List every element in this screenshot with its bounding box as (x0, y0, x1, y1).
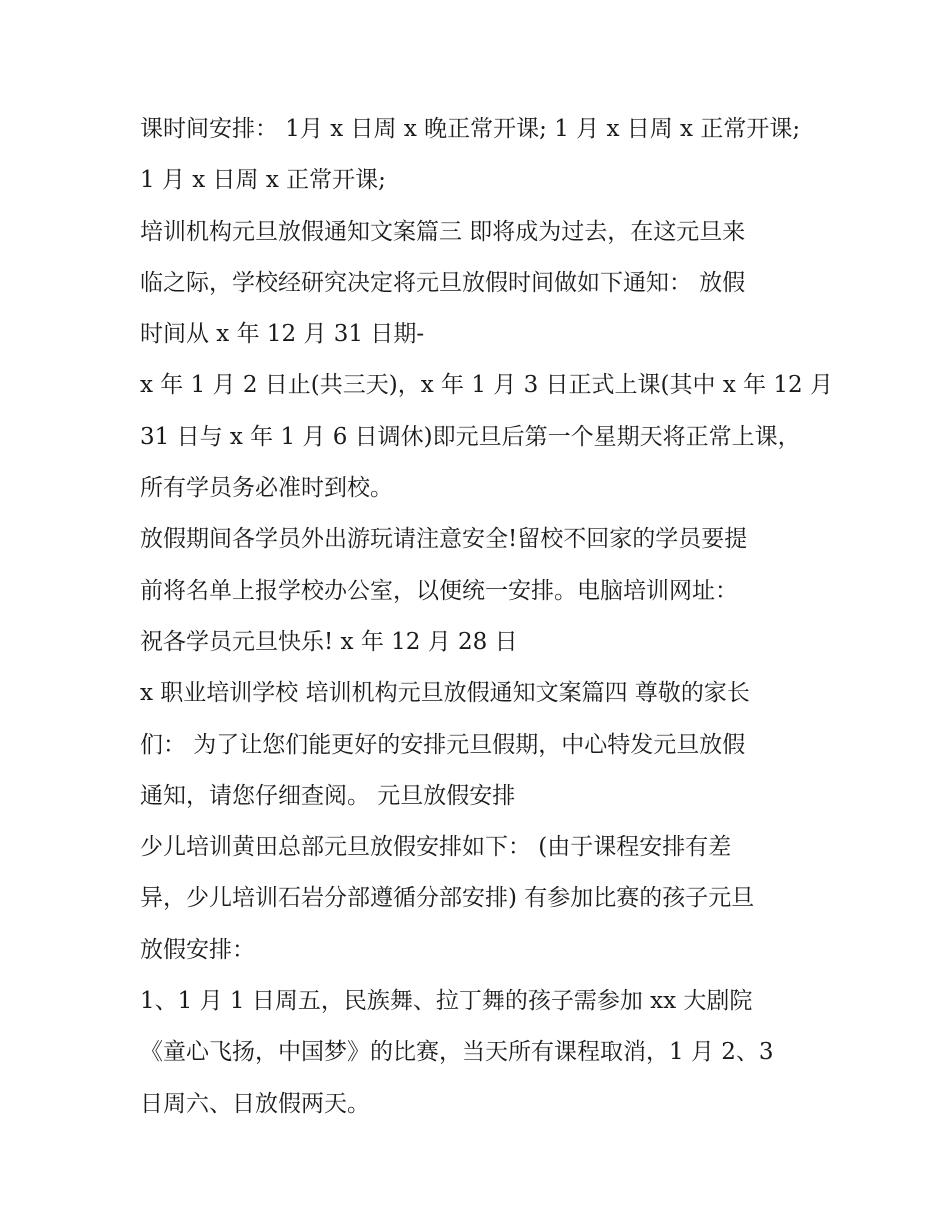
text-line: 通知，请您仔细查阅。 元旦放假安排 (140, 782, 516, 809)
text-line: 日周六、日放假两天。 (140, 1090, 370, 1117)
text-line: 培训机构元旦放假通知文案篇三 即将成为过去，在这元旦来 (140, 218, 746, 245)
text-line: 异，少儿培训石岩分部遵循分部安排) 有参加比赛的孩子元旦 (140, 885, 755, 912)
document-body (140, 104, 833, 1130)
text-line: 祝各学员元旦快乐! x 年 12 月 28 日 (140, 628, 518, 655)
text-line: 放假期间各学员外出游玩请注意安全!留校不回家的学员要提 (140, 526, 748, 553)
text-line: 课时间安排： 1月 x 日周 x 晚正常开课; 1 月 x 日周 x 正常开课; (140, 116, 801, 142)
text-line: 少儿培训黄田总部元旦放假安排如下： (由于课程安排有差 (140, 834, 732, 861)
text-line: 放假安排： (140, 936, 255, 963)
text-line: 时间从 x 年 12 月 31 日期- (140, 321, 425, 348)
text-line: 前将名单上报学校办公室，以便统一安排。电脑培训网址： (140, 577, 738, 604)
text-line: 临之际，学校经研究决定将元旦放假时间做如下通知： 放假 (140, 269, 746, 296)
text-line: 《童心飞扬，中国梦》的比赛，当天所有课程取消，1 月 2、3 (140, 1039, 774, 1066)
text-line: 31 日与 x 年 1 月 6 日调休)即元旦后第一个星期天将正常上课， (140, 423, 801, 450)
text-line: 所有学员务必准时到校。 (140, 475, 393, 502)
text-line: 们： 为了让您们能更好的安排元旦假期，中心特发元旦放假 (140, 731, 746, 758)
text-line: 1 月 x 日周 x 正常开课; (140, 167, 386, 194)
text-line: 1、1 月 1 日周五，民族舞、拉丁舞的孩子需参加 xx 大剧院 (140, 988, 753, 1015)
text-line: x 年 1 月 2 日止(共三天)，x 年 1 月 3 日正式上课(其中 x 年 12 月 (140, 372, 833, 399)
text-line: x 职业培训学校 培训机构元旦放假通知文案篇四 尊敬的家长 (140, 680, 750, 707)
